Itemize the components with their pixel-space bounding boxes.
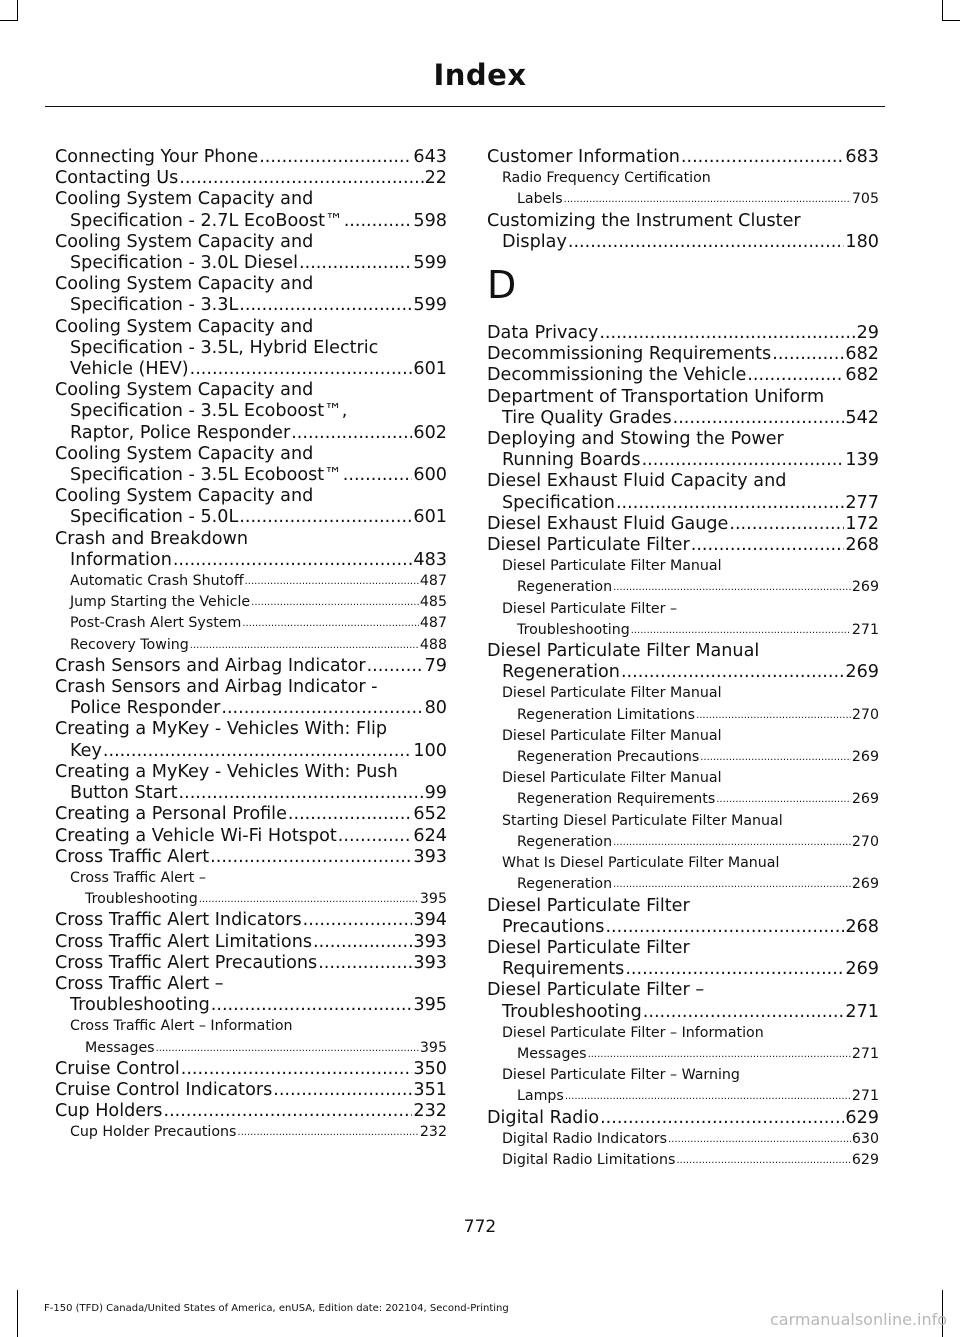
entry-page: 487 [419, 615, 447, 632]
entry-title: Creating a Vehicle Wi-Fi Hotspot [55, 825, 337, 846]
index-subentry[interactable] [487, 1086, 879, 1107]
entry-page: 270 [851, 706, 879, 723]
crop-mark-bottom-left [17, 1290, 18, 1337]
entry-title: Jump Starting the Vehicle [70, 594, 251, 611]
index-subentry[interactable] [487, 189, 879, 210]
index-entry[interactable] [487, 232, 879, 253]
leader-dots [237, 1122, 419, 1143]
entry-title: Lamps [517, 1088, 564, 1105]
leader-dots [211, 995, 413, 1016]
leader-dots [616, 493, 844, 514]
entry-title: Troubleshooting [85, 891, 198, 908]
entry-page: 393 [413, 931, 447, 952]
index-heading: Diesel Particulate Filter – [487, 980, 705, 1001]
entry-title: Messages [517, 1045, 587, 1062]
index-entry[interactable] [55, 550, 447, 571]
leader-dots [729, 514, 844, 535]
entry-page: 599 [413, 295, 447, 316]
leader-dots [303, 910, 413, 931]
entry-title: Police Responder [70, 698, 221, 719]
index-heading: Creating a MyKey - Vehicles With: Push [55, 761, 398, 782]
index-entry[interactable] [55, 168, 447, 189]
leader-dots [673, 408, 845, 429]
entry-page: 268 [845, 535, 879, 556]
entry-title: Regeneration Requirements [517, 791, 716, 808]
entry-title: Specification - 3.3L [70, 295, 239, 316]
entry-page: 599 [413, 253, 447, 274]
index-heading: Creating a MyKey - Vehicles With: Flip [55, 719, 388, 740]
index-entry[interactable] [55, 932, 447, 953]
entry-page: 172 [845, 513, 879, 534]
entry-title: Tire Quality Grades [502, 407, 672, 428]
index-subentry[interactable] [487, 874, 879, 895]
leader-dots [291, 423, 412, 444]
index-heading: Department of Transportation Uniform [487, 386, 825, 407]
index-entry[interactable] [487, 1108, 879, 1129]
leader-dots [221, 698, 423, 719]
leader-dots [242, 613, 419, 634]
leader-dots [179, 168, 423, 189]
entry-title: Diesel Particulate Filter [487, 535, 690, 556]
entry-page: 395 [413, 995, 447, 1016]
watermark: carmanualsonline.info [770, 1310, 948, 1329]
entry-page: 232 [419, 1124, 447, 1141]
entry-title: Regeneration [517, 833, 613, 850]
entry-title: Digital Radio Indicators [502, 1130, 667, 1147]
index-heading: Cooling System Capacity and [55, 274, 314, 295]
index-heading: Cooling System Capacity and [55, 443, 314, 464]
index-entry[interactable] [487, 365, 879, 386]
entry-title: Cruise Control [55, 1058, 180, 1079]
entry-page: 630 [851, 1130, 879, 1147]
index-heading: Diesel Particulate Filter – Warning [502, 1067, 740, 1084]
crop-mark-top-right-h [942, 20, 960, 21]
entry-page: 270 [851, 833, 879, 850]
index-entry[interactable] [55, 295, 447, 316]
section-letter: D [487, 263, 517, 308]
footer-text: F-150 (TFD) Canada/United States of America, enUSA, Edition date: 202104, Second-Printing [44, 1303, 509, 1314]
leader-dots [642, 450, 845, 471]
leader-dots [565, 1086, 851, 1107]
entry-page: 487 [419, 573, 447, 590]
leader-dots [338, 826, 413, 847]
entry-title: Decommissioning Requirements [487, 344, 772, 365]
index-subentry[interactable] [487, 705, 879, 726]
entry-page: 22 [424, 168, 447, 189]
entry-page: 271 [851, 621, 879, 638]
header-divider [45, 106, 885, 107]
entry-page: 601 [413, 507, 447, 528]
entry-page: 271 [845, 1001, 879, 1022]
entry-page: 485 [419, 594, 447, 611]
index-entry[interactable] [55, 423, 447, 444]
entry-title: Messages [85, 1039, 155, 1056]
leader-dots [210, 847, 412, 868]
entry-page: 271 [851, 1045, 879, 1062]
entry-page: 705 [851, 191, 879, 208]
index-heading: Cross Traffic Alert – Information [70, 1018, 293, 1035]
leader-dots [613, 577, 851, 598]
entry-page: 682 [845, 344, 879, 365]
leader-dots [676, 1150, 851, 1171]
entry-title: Customer Information [487, 147, 680, 167]
entry-page: 394 [413, 910, 447, 931]
entry-title: Troubleshooting [517, 621, 630, 638]
entry-title: Specification - 3.5L Ecoboost™ [70, 465, 342, 486]
entry-title: Connecting Your Phone [55, 147, 259, 167]
leader-dots [691, 535, 845, 556]
index-subentry[interactable] [487, 1129, 879, 1150]
leader-dots [631, 620, 851, 641]
index-entry[interactable] [487, 450, 879, 471]
entry-page: 488 [419, 636, 447, 653]
entry-title: Cross Traffic Alert Precautions [55, 952, 318, 973]
index-entry[interactable] [487, 917, 879, 938]
index-entry[interactable] [487, 535, 879, 556]
leader-dots [613, 832, 851, 853]
entry-page: 643 [413, 147, 447, 167]
entry-page: 395 [419, 891, 447, 908]
leader-dots [700, 747, 851, 768]
index-subentry[interactable] [55, 889, 447, 910]
entry-page: 393 [413, 952, 447, 973]
index-heading: Cooling System Capacity and [55, 231, 314, 252]
leader-dots [613, 874, 851, 895]
entry-page: 271 [851, 1088, 879, 1105]
index-subentry[interactable] [487, 620, 879, 641]
entry-page: 180 [845, 231, 879, 252]
entry-title: Regeneration [517, 579, 613, 596]
entry-page: 269 [851, 876, 879, 893]
index-heading: Cooling System Capacity and [55, 486, 314, 507]
entry-page: 139 [845, 450, 879, 471]
leader-dots [588, 1044, 851, 1065]
leader-dots [103, 741, 413, 762]
entry-title: Cup Holder Precautions [70, 1124, 237, 1141]
index-heading: Customizing the Instrument Cluster [487, 210, 801, 231]
leader-dots [190, 359, 413, 380]
entry-title: Contacting Us [55, 168, 179, 189]
leader-dots [199, 889, 419, 910]
entry-page: 395 [419, 1039, 447, 1056]
entry-title: Button Start [70, 783, 178, 804]
entry-page: 682 [845, 365, 879, 386]
entry-page: 268 [845, 916, 879, 937]
entry-title: Regeneration Limitations [517, 706, 696, 723]
index-entry[interactable] [55, 1059, 447, 1080]
index-heading: Deploying and Stowing the Power [487, 429, 784, 450]
index-entry[interactable] [55, 910, 447, 931]
index-entry[interactable] [55, 211, 447, 232]
entry-title: Specification [502, 492, 615, 513]
index-entry[interactable] [55, 1101, 447, 1122]
index-heading: Diesel Particulate Filter Manual [502, 770, 722, 787]
entry-page: 600 [413, 465, 447, 486]
entry-title: Specification - 3.0L Diesel [70, 253, 299, 274]
entry-page: 269 [851, 579, 879, 596]
index-subentry[interactable] [55, 635, 447, 656]
entry-page: 269 [845, 662, 879, 683]
leader-dots [239, 295, 412, 316]
entry-page: 602 [413, 422, 447, 443]
leader-dots [179, 783, 424, 804]
entry-page: 269 [851, 749, 879, 766]
entry-title: Data Privacy [487, 323, 599, 344]
entry-page: 393 [413, 846, 447, 867]
index-subentry[interactable] [487, 577, 879, 598]
entry-title: Running Boards [502, 450, 641, 471]
crop-mark-top-left [17, 0, 18, 20]
entry-title: Cross Traffic Alert [55, 846, 210, 867]
index-heading: Cross Traffic Alert – [55, 973, 224, 994]
entry-title: Troubleshooting [502, 1001, 642, 1022]
index-heading: Cooling System Capacity and [55, 380, 314, 401]
entry-title: Specification - 2.7L EcoBoost™ [70, 210, 343, 231]
index-entry[interactable] [55, 253, 447, 274]
index-subentry[interactable] [55, 592, 447, 613]
index-subentry[interactable] [55, 1038, 447, 1059]
leader-dots [343, 465, 413, 486]
leader-dots [681, 147, 845, 168]
entry-title: Post-Crash Alert System [70, 615, 242, 632]
entry-title: Specification - 5.0L [70, 507, 239, 528]
index-heading: Diesel Particulate Filter [487, 895, 690, 916]
index-heading: What Is Diesel Particulate Filter Manual [502, 855, 780, 872]
leader-dots [251, 592, 419, 613]
leader-dots [747, 365, 844, 386]
index-entry[interactable] [487, 1002, 879, 1023]
leader-dots [245, 571, 419, 592]
index-entry[interactable] [55, 465, 447, 486]
entry-page: 350 [413, 1058, 447, 1079]
index-entry[interactable] [487, 147, 879, 168]
index-entry[interactable] [55, 995, 447, 1016]
entry-page: 80 [424, 698, 447, 719]
entry-page: 269 [851, 791, 879, 808]
index-subentry[interactable] [487, 1044, 879, 1065]
entry-title: Troubleshooting [70, 995, 210, 1016]
leader-dots [156, 1038, 419, 1059]
entry-title: Creating a Personal Profile [55, 804, 287, 825]
index-heading: Specification - 3.5L, Hybrid Electric [70, 337, 379, 358]
leader-dots [643, 1002, 845, 1023]
index-entry[interactable] [487, 959, 879, 980]
entry-title: Digital Radio [487, 1107, 600, 1128]
leader-dots [239, 507, 412, 528]
entry-page: 351 [413, 1079, 447, 1100]
entry-title: Cross Traffic Alert Indicators [55, 910, 302, 931]
entry-page: 99 [424, 783, 447, 804]
entry-title: Regeneration [517, 876, 613, 893]
page-title: Index [433, 58, 527, 92]
entry-title: Raptor, Police Responder [70, 422, 291, 443]
entry-title: Key [70, 740, 102, 761]
index-column-left [55, 147, 447, 1144]
index-heading: Diesel Particulate Filter Manual [487, 641, 760, 662]
index-entry[interactable] [55, 826, 447, 847]
entry-page: 100 [413, 740, 447, 761]
entry-title: Recovery Towing [70, 636, 189, 653]
entry-page: 629 [851, 1151, 879, 1168]
leader-dots [163, 1101, 412, 1122]
index-heading: Diesel Exhaust Fluid Capacity and [487, 471, 787, 492]
index-heading: Radio Frequency Certification [502, 170, 711, 187]
entry-page: 79 [424, 655, 447, 676]
leader-dots [344, 211, 413, 232]
crop-mark-top-left-h [0, 20, 18, 21]
entry-title: Labels [517, 191, 563, 208]
leader-dots [288, 804, 413, 825]
index-subentry[interactable] [487, 1150, 879, 1171]
entry-page: 624 [413, 825, 447, 846]
entry-title: Precautions [502, 916, 605, 937]
entry-title: Cross Traffic Alert Limitations [55, 931, 313, 952]
index-heading: Starting Diesel Particulate Filter Manual [502, 812, 783, 829]
entry-title: Information [70, 549, 172, 570]
entry-title: Cruise Control Indicators [55, 1079, 273, 1100]
index-entry[interactable] [487, 493, 879, 514]
index-heading: Diesel Particulate Filter Manual [502, 685, 722, 702]
entry-title: Regeneration [502, 662, 620, 683]
leader-dots [313, 932, 412, 953]
index-entry[interactable] [55, 698, 447, 719]
index-heading: Diesel Particulate Filter – [502, 600, 678, 617]
entry-title: Decommissioning the Vehicle [487, 365, 747, 386]
entry-title: Cup Holders [55, 1101, 163, 1122]
index-heading: Diesel Particulate Filter – Information [502, 1024, 764, 1041]
leader-dots [318, 953, 412, 974]
index-heading: Crash and Breakdown [55, 528, 249, 549]
index-heading: Diesel Particulate Filter Manual [502, 558, 722, 575]
leader-dots [367, 656, 424, 677]
index-entry[interactable] [487, 514, 879, 535]
index-entry[interactable] [55, 1080, 447, 1101]
index-heading: Crash Sensors and Airbag Indicator - [55, 677, 378, 698]
entry-title: Digital Radio Limitations [502, 1151, 676, 1168]
index-entry[interactable] [487, 662, 879, 683]
index-entry[interactable] [55, 953, 447, 974]
leader-dots [621, 662, 844, 683]
leader-dots [599, 323, 855, 344]
index-entry[interactable] [55, 147, 447, 168]
entry-title: Display [502, 231, 567, 252]
index-subentry[interactable] [487, 832, 879, 853]
index-subentry[interactable] [55, 1122, 447, 1143]
index-subentry[interactable] [55, 613, 447, 634]
index-entry[interactable] [487, 408, 879, 429]
leader-dots [299, 253, 412, 274]
leader-dots [716, 789, 851, 810]
entry-page: 269 [845, 959, 879, 980]
index-subentry[interactable] [487, 789, 879, 810]
leader-dots [273, 1080, 412, 1101]
leader-dots [772, 344, 844, 365]
entry-title: Vehicle (HEV) [70, 359, 189, 380]
index-heading: Diesel Particulate Filter [487, 937, 690, 958]
page-number: 772 [463, 1217, 497, 1237]
entry-page: 542 [845, 407, 879, 428]
index-heading: Diesel Particulate Filter Manual [502, 727, 722, 744]
leader-dots [625, 959, 844, 980]
index-entry[interactable] [55, 741, 447, 762]
index-heading: Cooling System Capacity and [55, 316, 314, 337]
entry-page: 598 [413, 210, 447, 231]
entry-page: 29 [856, 323, 879, 344]
index-column-right [487, 147, 879, 1171]
index-entry[interactable] [55, 847, 447, 868]
index-subentry[interactable] [487, 747, 879, 768]
index-entry[interactable] [487, 344, 879, 365]
entry-title: Regeneration Precautions [517, 749, 700, 766]
entry-page: 232 [413, 1101, 447, 1122]
entry-page: 601 [413, 359, 447, 380]
leader-dots [190, 635, 419, 656]
index-entry[interactable] [55, 804, 447, 825]
entry-page: 629 [845, 1107, 879, 1128]
index-heading: Cross Traffic Alert – [70, 869, 206, 886]
entry-page: 652 [413, 804, 447, 825]
leader-dots [696, 705, 851, 726]
entry-title: Diesel Exhaust Fluid Gauge [487, 513, 729, 534]
leader-dots [668, 1129, 851, 1150]
leader-dots [600, 1108, 844, 1129]
leader-dots [259, 147, 412, 168]
entry-page: 683 [845, 147, 879, 167]
entry-page: 483 [413, 549, 447, 570]
entry-title: Automatic Crash Shutoff [70, 573, 244, 590]
leader-dots [181, 1059, 413, 1080]
leader-dots [605, 917, 844, 938]
index-subentry[interactable] [55, 571, 447, 592]
index-entry[interactable] [55, 783, 447, 804]
index-entry[interactable] [487, 323, 879, 344]
index-entry[interactable] [55, 359, 447, 380]
index-heading: Cooling System Capacity and [55, 189, 314, 210]
index-entry[interactable] [55, 656, 447, 677]
leader-dots [564, 189, 851, 210]
index-entry[interactable] [55, 507, 447, 528]
entry-page: 277 [845, 492, 879, 513]
entry-title: Crash Sensors and Airbag Indicator [55, 655, 366, 676]
leader-dots [173, 550, 413, 571]
leader-dots [568, 232, 845, 253]
crop-mark-top-right [942, 0, 943, 20]
entry-title: Requirements [502, 959, 625, 980]
index-heading: Specification - 3.5L Ecoboost™, [70, 401, 348, 422]
